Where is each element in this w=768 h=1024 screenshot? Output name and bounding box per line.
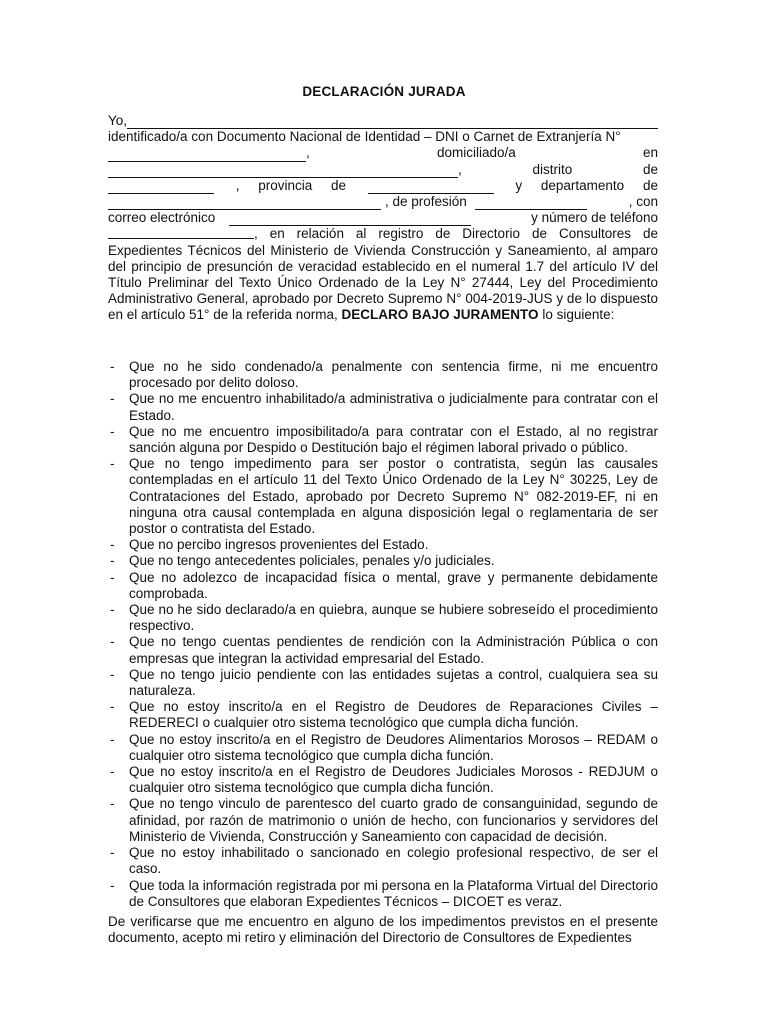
intro-line-dni	[108, 129, 658, 145]
list-item: - Que no tengo juicio pendiente con las entidades sujetas a control, cualquiera sea su naturaleza.	[108, 667, 658, 699]
intro-paragraph-text: , en relación al registro de Directorio de Consultores de Expedientes Técnicos del Ministerio de Vivienda Construcción y Saneamiento, al amparo del principio de presunción de veracidad establecido en el numeral 1.7 del artículo IV del Título Preliminar del Texto Único Ordenado de la Ley N° 27444, Ley del Procedimiento Administrativo General, aprobado por Decreto Supremo N° 004-2019-JUS y de lo dispuesto en el artículo 51° de la referida norma,	[108, 226, 658, 323]
departamento-label: y departamento de	[515, 177, 658, 193]
list-item: - Que no adolezco de incapacidad física o mental, grave y permanente debidamente comprobada.	[108, 570, 658, 602]
dni-comma: ,	[306, 145, 310, 161]
distrito-label: distrito	[532, 161, 573, 177]
departamento-blank[interactable]	[108, 197, 381, 210]
correo-blank[interactable]	[229, 213, 471, 226]
declaro-text: DECLARO BAJO JURAMENTO	[341, 307, 539, 323]
profesion-label: , de profesión	[385, 194, 467, 210]
correo-label: correo electrónico	[108, 210, 216, 226]
list-item: - Que no estoy inscrito/a en el Registro de Deudores Alimentarios Morosos – REDAM o cualquier otro sistema tecnológico que cumpla dicha función.	[108, 732, 658, 764]
list-item: - Que no tengo vinculo de parentesco del cuarto grado de consanguinidad, segundo de afinidad, por razón de matrimonio o unión de hecho, con funcionarios y servidores del Ministerio de Vivienda, Construcción y Saneamiento con capacidad de decisión.	[108, 796, 658, 845]
intro-line-correo	[108, 210, 658, 226]
distrito-blank[interactable]	[108, 181, 214, 194]
list-item: - Que no tengo impedimento para ser postor o contratista, según las causales contempladas en el artículo 11 del Texto Único Ordenado de la Ley N° 30225, Ley de Contrataciones del Estado, aprobado por Decreto Supremo N° 082-2019-EF, ni en ninguna otra causal contemplada en alguna disposición legal o reglamentaria de ser postor o contratista del Estado.	[108, 456, 658, 537]
address-blank[interactable]	[108, 165, 458, 178]
list-item: - Que no percibo ingresos provenientes del Estado.	[108, 537, 658, 553]
list-item: - Que no estoy inhabilitado o sancionado en colegio profesional respectivo, de ser el caso.	[108, 845, 658, 877]
siguiente-text: lo siguiente:	[542, 307, 615, 323]
list-item: - Que no he sido declarado/a en quiebra, aunque se hubiere sobreseído el procedimiento respectivo.	[108, 602, 658, 634]
address-comma: ,	[458, 161, 462, 177]
document-title: DECLARACIÓN JURADA	[302, 84, 466, 99]
list-item: - Que toda la información registrada por mi persona en la Plataforma Virtual del Directorio de Consultores que elaboran Expedientes Técnicos – DICOET es veraz.	[108, 878, 658, 910]
provincia-blank[interactable]	[368, 181, 494, 194]
dni-label: identificado/a con Documento Nacional de Identidad – DNI o Carnet de Extranjería N°	[108, 129, 621, 145]
intro-paragraph	[108, 226, 658, 323]
yo-label: Yo,	[108, 113, 128, 128]
intro-line-profesion	[108, 194, 658, 210]
domiciliado-label: domiciliado/a	[436, 145, 516, 161]
profesion-blank[interactable]	[475, 197, 587, 210]
intro-line-address	[108, 162, 658, 178]
intro-line-domicilio	[108, 145, 658, 161]
dni-blank[interactable]	[108, 149, 306, 162]
list-item: - Que no estoy inscrito/a en el Registro de Deudores de Reparaciones Civiles – REDERECI o cualquier otro sistema tecnológico que cumpla dicha función.	[108, 699, 658, 731]
declaration-list	[108, 359, 658, 910]
provincia-label: , provincia de	[235, 177, 346, 193]
list-item: - Que no me encuentro imposibilitado/a para contratar con el Estado, al no registrar sanción alguna por Despido o Destitución bajo el régimen laboral privado o público.	[108, 424, 658, 456]
telefono-label: y número de teléfono	[531, 210, 658, 226]
name-blank[interactable]	[127, 116, 658, 129]
list-item: - Que no me encuentro inhabilitado/a administrativa o judicialmente para contratar con el Estado.	[108, 391, 658, 423]
list-item: - Que no he sido condenado/a penalmente con sentencia firme, ni me encuentro procesado por delito doloso.	[108, 359, 658, 391]
intro-line-name	[108, 113, 658, 129]
de-label: de	[642, 161, 658, 177]
en-label: en	[642, 145, 658, 161]
telefono-blank[interactable]	[108, 226, 254, 239]
con-label: , con	[628, 194, 658, 210]
intro-line-provincia	[108, 178, 658, 194]
list-item: - Que no tengo antecedentes policiales, penales y/o judiciales.	[108, 553, 658, 569]
list-item: - Que no estoy inscrito/a en el Registro de Deudores Judiciales Morosos - REDJUM o cualquier otro sistema tecnológico que cumpla dicha función.	[108, 764, 658, 796]
intro-block	[108, 113, 658, 324]
list-item: - Que no tengo cuentas pendientes de rendición con la Administración Pública o con empresas que integran la actividad empresarial del Estado.	[108, 634, 658, 666]
closing-paragraph: De verificarse que me encuentro en alguno de los impedimentos previstos en el presente documento, acepto mi retiro y eliminación del Directorio de Consultores de Expedientes	[108, 914, 658, 946]
